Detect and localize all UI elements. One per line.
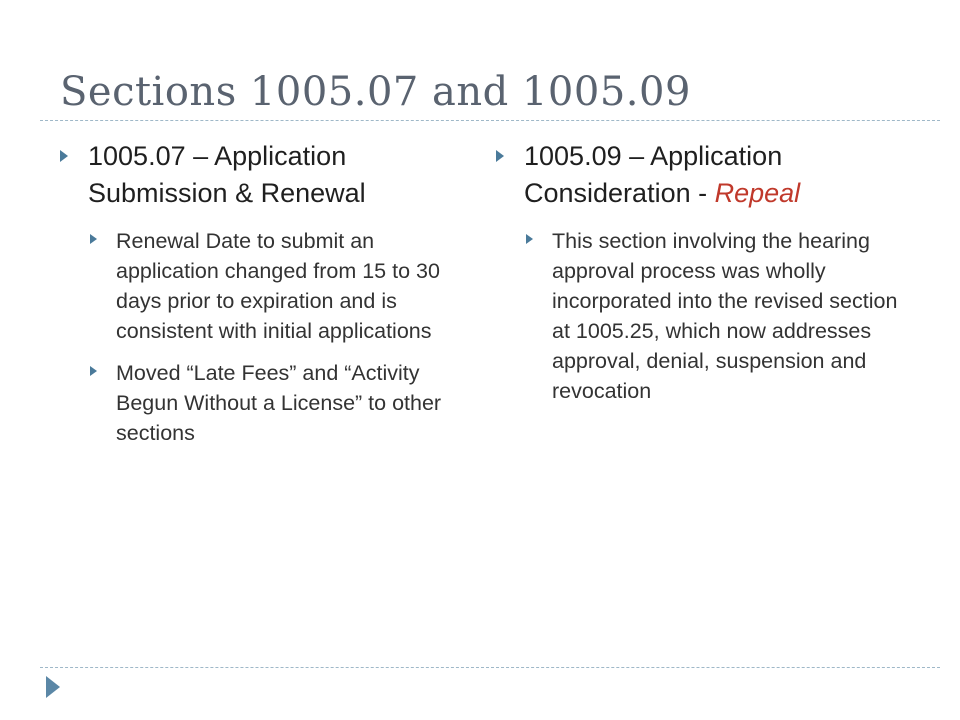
footer-arrow-icon: [46, 676, 60, 698]
triangle-bullet-icon: [526, 234, 533, 244]
left-subpoint-text: Moved “Late Fees” and “Activity Begun Without a License” to other sections: [116, 361, 442, 445]
triangle-bullet-icon: [90, 366, 97, 376]
right-subpoint: [526, 226, 916, 406]
title-divider: [40, 120, 940, 121]
repeal-label: Repeal: [714, 178, 801, 208]
right-column: [496, 138, 916, 418]
triangle-bullet-icon: [60, 150, 68, 162]
right-heading-item: [496, 138, 916, 212]
slide-title: Sections 1005.07 and 1005.09: [60, 69, 691, 115]
left-subpoint: [90, 226, 460, 346]
left-subpoint-text: Renewal Date to submit an application changed from 15 to 30 days prior to expiration and is consistent with initial applications: [116, 229, 440, 343]
triangle-bullet-icon: [90, 234, 97, 244]
left-heading: 1005.07 – Application Submission & Renewal: [88, 141, 366, 208]
right-heading: 1005.09 – Application Consideration -: [524, 141, 783, 208]
triangle-bullet-icon: [496, 150, 504, 162]
footer-divider: [40, 667, 940, 668]
right-subpoint-text: This section involving the hearing approval process was wholly incorporated into the revised section at 1005.25, which now addresses approval, denial, suspension and revocation: [552, 229, 898, 403]
left-heading-item: [60, 138, 460, 212]
left-column: [60, 138, 460, 460]
left-subpoint: [90, 358, 460, 448]
